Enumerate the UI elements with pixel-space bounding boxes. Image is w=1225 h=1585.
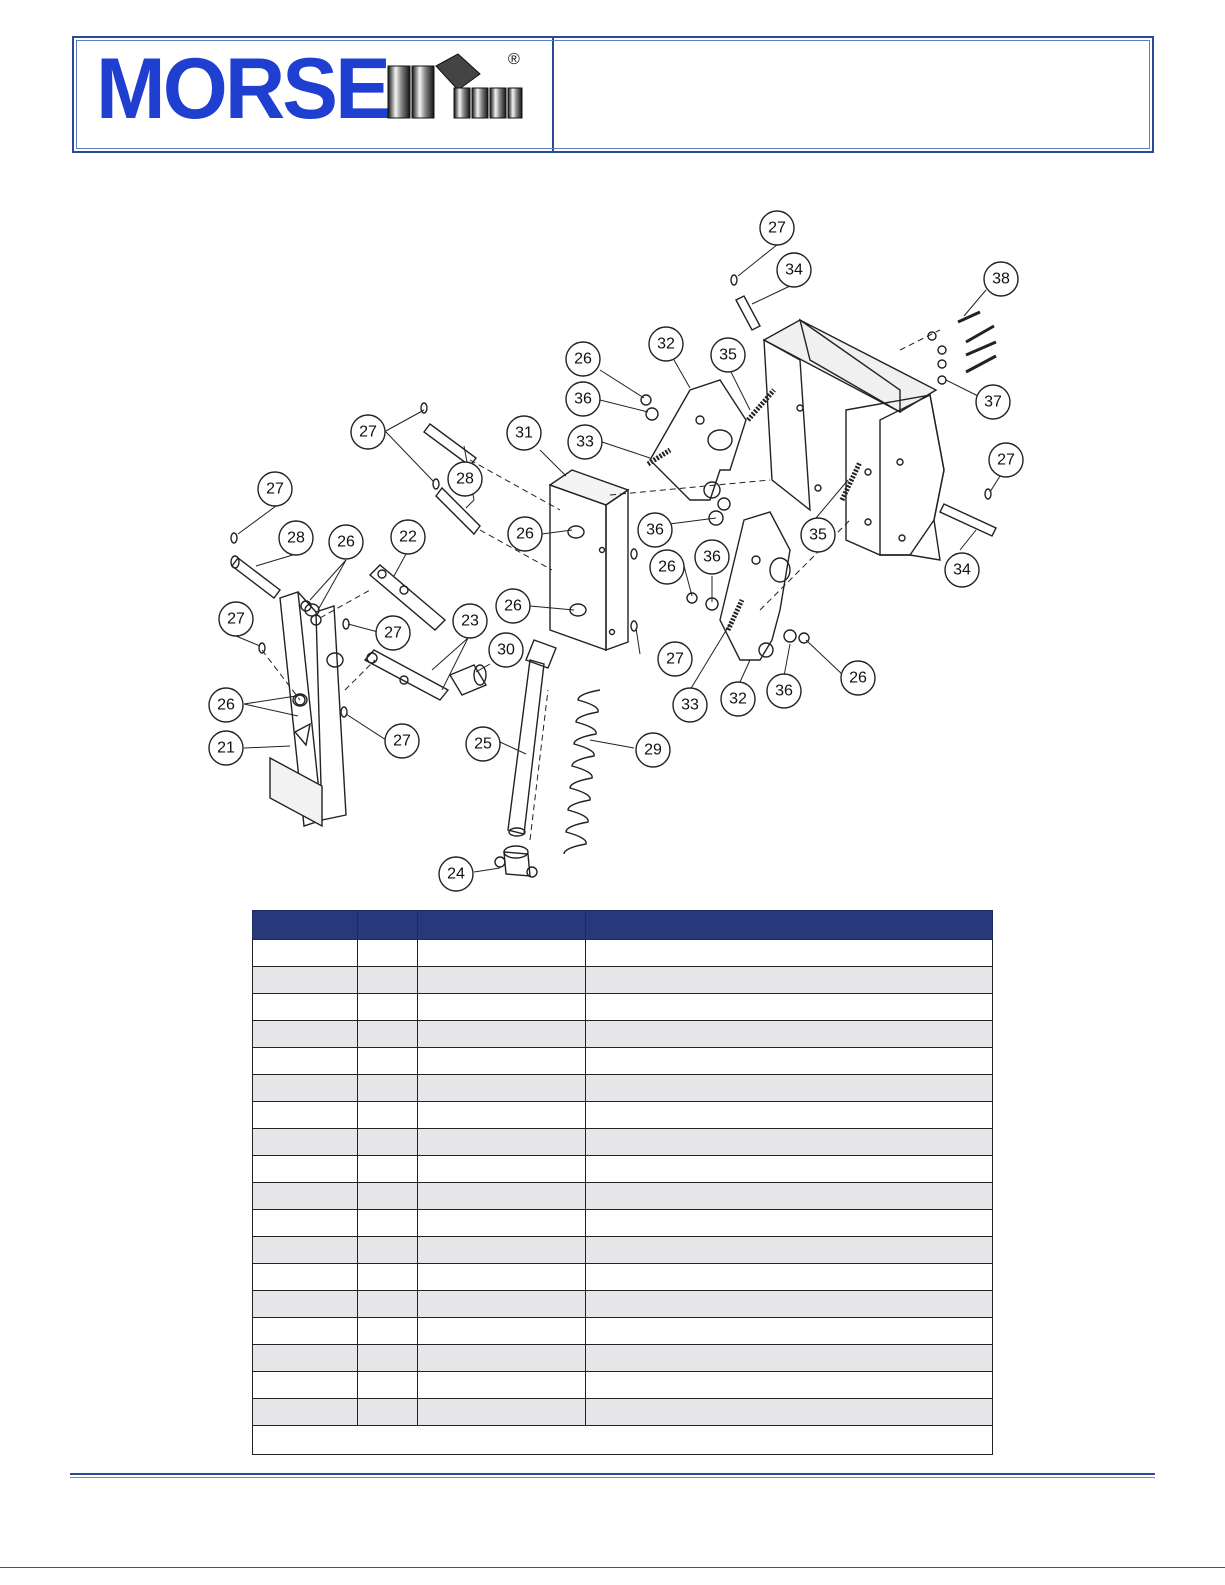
callout-36	[566, 382, 600, 416]
callout-27	[258, 472, 292, 506]
callout-28	[448, 462, 482, 496]
svg-text:36: 36	[646, 521, 664, 539]
part-drawings	[231, 275, 996, 877]
callout-33	[568, 425, 602, 459]
table-row	[253, 1129, 993, 1156]
callout-32	[721, 682, 755, 716]
svg-text:27: 27	[393, 732, 411, 750]
svg-text:29: 29	[644, 741, 662, 759]
part-25-rod	[508, 640, 556, 836]
svg-text:26: 26	[504, 597, 522, 615]
svg-text:30: 30	[497, 641, 515, 659]
table-row	[253, 967, 993, 994]
table-row	[253, 1264, 993, 1291]
table-row	[253, 1102, 993, 1129]
assembly-lines	[262, 330, 940, 840]
svg-text:32: 32	[729, 690, 747, 708]
housing-assembly	[764, 320, 944, 560]
svg-text:26: 26	[337, 533, 355, 551]
svg-text:35: 35	[719, 346, 737, 364]
column-header	[253, 911, 358, 940]
svg-text:38: 38	[992, 270, 1010, 288]
svg-text:26: 26	[217, 696, 235, 714]
svg-text:36: 36	[574, 390, 592, 408]
table-row	[253, 1210, 993, 1237]
svg-text:36: 36	[775, 682, 793, 700]
svg-text:27: 27	[227, 610, 245, 628]
callout-27	[351, 415, 385, 449]
morse-logo	[96, 46, 526, 126]
table-row	[253, 994, 993, 1021]
header-box	[72, 36, 1154, 153]
part-35-spring-upper	[748, 390, 774, 420]
table-row	[253, 1048, 993, 1075]
callout-26	[508, 517, 542, 551]
svg-text:33: 33	[681, 696, 699, 714]
svg-text:28: 28	[456, 470, 474, 488]
callout-30	[489, 633, 523, 667]
svg-text:35: 35	[809, 526, 827, 544]
svg-text:24: 24	[447, 865, 465, 883]
callout-23	[453, 604, 487, 638]
callout-26	[566, 342, 600, 376]
callout-34	[777, 253, 811, 287]
table-row	[253, 1291, 993, 1318]
table-footer-row	[253, 1426, 993, 1455]
callout-33	[673, 688, 707, 722]
column-header	[358, 911, 418, 940]
svg-text:27: 27	[384, 624, 402, 642]
callout-36	[695, 540, 729, 574]
callout-labels	[209, 211, 1023, 891]
callout-35	[711, 338, 745, 372]
part-28-pins	[231, 424, 480, 598]
svg-text:25: 25	[474, 735, 492, 753]
callout-22	[391, 520, 425, 554]
part-37-washers	[928, 332, 946, 384]
table-header-row	[253, 911, 993, 940]
header-divider	[552, 38, 554, 151]
svg-text:28: 28	[287, 529, 305, 547]
svg-text:26: 26	[849, 669, 867, 687]
svg-text:34: 34	[953, 561, 971, 579]
callout-27	[658, 642, 692, 676]
callout-34	[945, 553, 979, 587]
callout-29	[636, 733, 670, 767]
part-31-block	[550, 470, 628, 650]
svg-text:34: 34	[785, 261, 803, 279]
table-row	[253, 1318, 993, 1345]
table-row	[253, 1372, 993, 1399]
table-row	[253, 1345, 993, 1372]
callout-26	[650, 550, 684, 584]
callout-26	[496, 589, 530, 623]
table-row	[253, 1237, 993, 1264]
part-35-spring-lower	[842, 462, 860, 500]
part-32-upper-lever	[650, 380, 746, 500]
svg-text:33: 33	[576, 433, 594, 451]
svg-text:27: 27	[666, 650, 684, 668]
svg-text:36: 36	[703, 548, 721, 566]
svg-text:21: 21	[217, 739, 235, 757]
callout-21	[209, 731, 243, 765]
svg-text:26: 26	[574, 350, 592, 368]
callout-35	[801, 518, 835, 552]
table-row	[253, 1399, 993, 1426]
table-row	[253, 1183, 993, 1210]
callout-27	[385, 724, 419, 758]
svg-text:27: 27	[997, 451, 1015, 469]
column-header	[418, 911, 586, 940]
svg-text:26: 26	[516, 525, 534, 543]
callout-26	[841, 661, 875, 695]
svg-text:26: 26	[658, 558, 676, 576]
callout-26	[329, 525, 363, 559]
svg-text:27: 27	[266, 480, 284, 498]
exploded-parts-diagram	[180, 195, 1050, 905]
part-32-lower-lever	[720, 512, 790, 660]
part-29-spring	[564, 690, 600, 854]
parts-table	[252, 910, 993, 1455]
part-21-frame	[270, 592, 346, 826]
column-header	[586, 911, 993, 940]
callout-28	[279, 521, 313, 555]
callout-27	[219, 602, 253, 636]
part-38-bolts	[958, 312, 996, 372]
part-33-spring-lower	[728, 600, 742, 630]
callout-36	[638, 513, 672, 547]
svg-text:MORSE: MORSE	[96, 46, 388, 126]
callout-27	[376, 616, 410, 650]
callout-26	[209, 688, 243, 722]
svg-text:31: 31	[515, 424, 533, 442]
svg-text:37: 37	[984, 393, 1002, 411]
footer-rule-thin	[70, 1477, 1155, 1478]
page-bottom-rule	[0, 1567, 1225, 1568]
footer-rule	[70, 1473, 1155, 1475]
table-row	[253, 1021, 993, 1048]
callout-24	[439, 857, 473, 891]
part-24-tee	[495, 846, 537, 877]
callout-31	[507, 416, 541, 450]
part-34-pins	[736, 296, 996, 536]
callout-32	[649, 327, 683, 361]
svg-text:27: 27	[768, 219, 786, 237]
svg-text:®: ®	[508, 51, 520, 68]
svg-text:32: 32	[657, 335, 675, 353]
callout-25	[466, 727, 500, 761]
callout-38	[984, 262, 1018, 296]
table-row	[253, 1075, 993, 1102]
callout-37	[976, 385, 1010, 419]
svg-text:27: 27	[359, 423, 377, 441]
part-23-link	[365, 650, 448, 700]
callout-36	[767, 674, 801, 708]
svg-text:22: 22	[399, 528, 417, 546]
table-row	[253, 1156, 993, 1183]
callout-27	[989, 443, 1023, 477]
callout-27	[760, 211, 794, 245]
svg-text:23: 23	[461, 612, 479, 630]
table-row	[253, 940, 993, 967]
